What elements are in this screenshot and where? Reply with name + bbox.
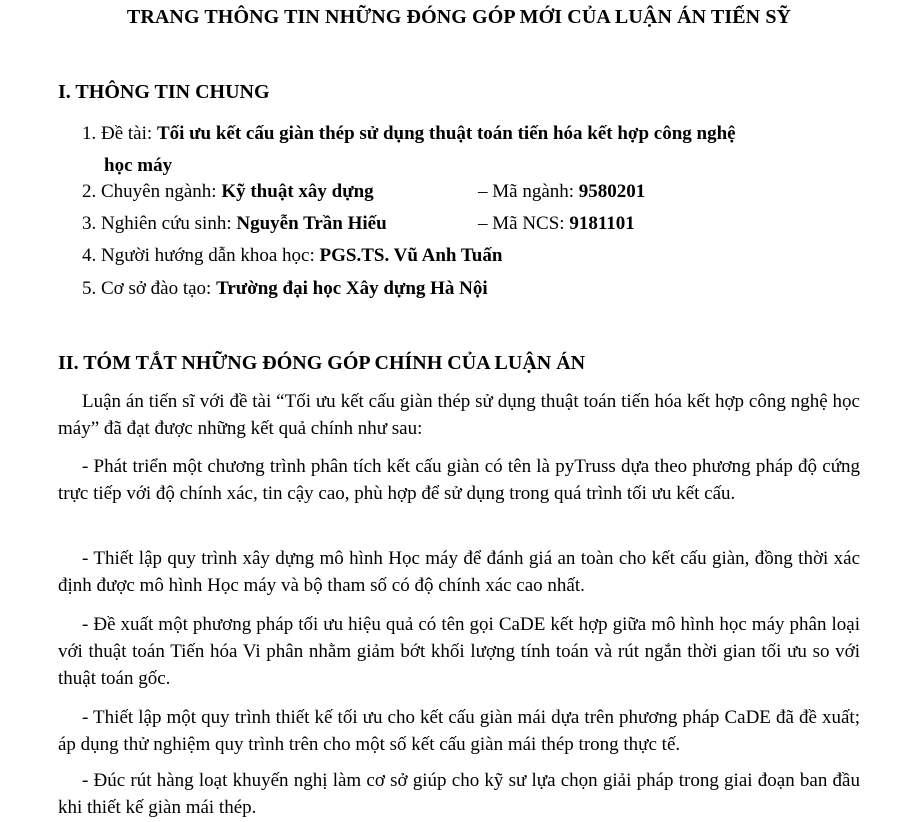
document-title: TRANG THÔNG TIN NHỮNG ĐÓNG GÓP MỚI CỦA LUẬN ÁN TIẾN SỸ (126, 6, 792, 28)
info-item-supervisor-value: PGS.TS. Vũ Anh Tuấn (319, 245, 503, 266)
info-item-major-code (478, 181, 645, 203)
info-item-institution-value: Trường đại học Xây dựng Hà Nội (216, 278, 488, 299)
info-item-topic-value-continued: học máy (104, 155, 173, 176)
major-code-value: 9580201 (578, 181, 646, 202)
info-item-major-label: 2. Chuyên ngành: (82, 181, 222, 202)
summary-paragraph-intro: Luận án tiến sĩ với đề tài “Tối ưu kết cấu giàn thép sử dụng thuật toán tiến hóa kết hợp công nghệ học máy” đã đạt được những kết quả chính như sau: (58, 391, 860, 439)
summary-paragraph-cade: - Đề xuất một phương pháp tối ưu hiệu quả có tên gọi CaDE kết hợp giữa mô hình học máy phân loại với thuật toán Tiến hóa Vi phân nhằm giảm bớt khối lượng tính toán và rút ngắn thời gian tối ưu so với thuật toán gốc. (58, 614, 860, 689)
summary-paragraph-recommendations: - Đúc rút hàng loạt khuyến nghị làm cơ sở giúp cho kỹ sư lựa chọn giải pháp trong giai đoạn ban đầu khi thiết kế giàn mái thép. (58, 770, 860, 818)
info-item-major (82, 181, 646, 203)
info-item-supervisor (82, 245, 502, 267)
summary-paragraph-design-process: - Thiết lập một quy trình thiết kế tối ưu cho kết cấu giàn mái dựa trên phương pháp CaDE đã đề xuất; áp dụng thử nghiệm quy trình trên cho một số kết cấu giàn mái thép trong thực tế. (58, 707, 860, 755)
researcher-code-label: – Mã NCS: (478, 213, 570, 234)
summary-paragraph-pytruss: - Phát triển một chương trình phân tích kết cấu giàn có tên là pyTruss dựa theo phương pháp độ cứng trực tiếp với độ chính xác, tin cậy cao, phù hợp để sử dụng trong quá trình tối ưu kết cấu. (58, 456, 860, 504)
info-item-researcher-value: Nguyễn Trần Hiếu (236, 213, 387, 234)
info-item-topic (82, 118, 852, 182)
info-item-topic-value: Tối ưu kết cấu giàn thép sử dụng thuật toán tiến hóa kết hợp công nghệ (156, 123, 736, 144)
section-heading-general-info: I. THÔNG TIN CHUNG (58, 81, 270, 103)
info-item-major-value: Kỹ thuật xây dựng (221, 181, 374, 202)
info-item-topic-label: 1. Đề tài: (82, 123, 157, 144)
info-item-researcher (82, 213, 635, 235)
section-heading-summary: II. TÓM TẮT NHỮNG ĐÓNG GÓP CHÍNH CỦA LUẬN ÁN (58, 352, 586, 374)
info-item-supervisor-label: 4. Người hướng dẫn khoa học: (82, 245, 320, 266)
info-item-institution-label: 5. Cơ sở đào tạo: (82, 278, 217, 299)
info-item-researcher-code (478, 213, 635, 235)
info-item-institution (82, 278, 488, 300)
researcher-code-value: 9181101 (569, 213, 635, 234)
major-code-label: – Mã ngành: (478, 181, 579, 202)
summary-paragraph-ml-model: - Thiết lập quy trình xây dựng mô hình Học máy để đánh giá an toàn cho kết cấu giàn, đồng thời xác định được mô hình Học máy và bộ tham số có độ chính xác cao nhất. (58, 548, 860, 596)
info-item-researcher-label: 3. Nghiên cứu sinh: (82, 213, 237, 234)
